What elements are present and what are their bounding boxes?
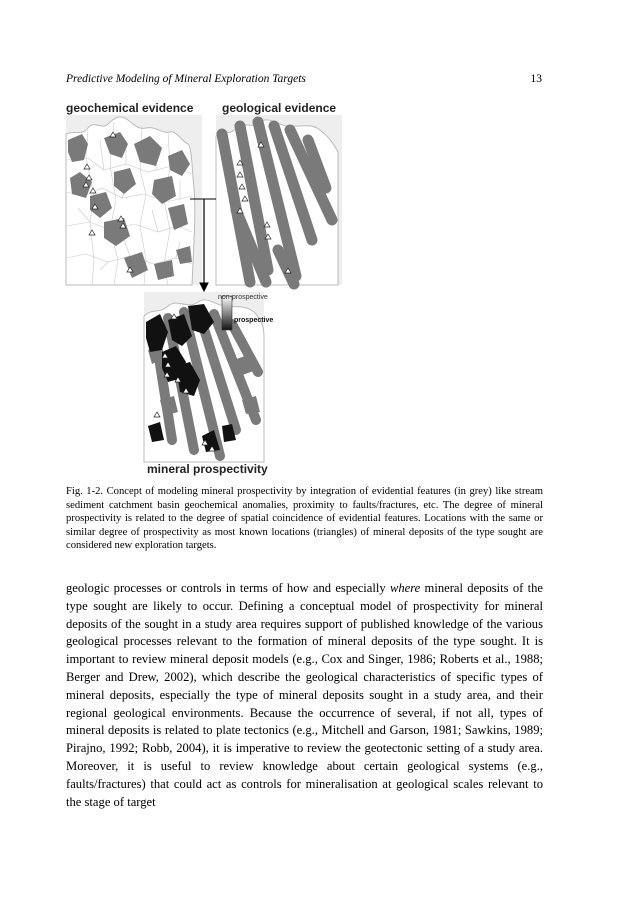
panel-label-geological: geological evidence — [222, 101, 337, 115]
legend-gradient-bar — [222, 296, 232, 330]
running-head-title: Predictive Modeling of Mineral Exploration Targets — [66, 73, 306, 85]
panel-label-geochemical: geochemical evidence — [66, 101, 194, 115]
body-text-start: geologic processes or controls in terms of how and especially — [66, 581, 390, 595]
figure-caption — [66, 485, 543, 553]
geological-evidence-map — [216, 115, 342, 285]
geochemical-evidence-map — [66, 115, 202, 285]
page-number: 13 — [530, 73, 542, 85]
caption-label: Fig. 1-2. — [66, 486, 104, 497]
body-text-rest: mineral deposits of the type sought are likely to occur. Defining a conceptual model of prospectivity for mineral deposits of the sought in a study area requires support of published knowledge of the various geological processes relevant to the formation of mineral deposits of the type sought. It is important to review mineral deposit models (e.g., Cox and Singer, 1986; Roberts et al., 1988; Berger and Drew, 2002), which describe the geological characteristics of specific types of mineral deposits, especially the type of mineral deposits sought in a study area, and their regional geological environments. Because the occurrence of several, if not all, types of mineral deposits is related to plate tectonics (e.g., Mitchell and Garson, 1981; Sawkins, 1989; Pirajno, 1992; Robb, 2004), it is imperative to review the geotectonic setting of a study area. Moreover, it is useful to review knowledge about certain geological systems (e.g., faults/fractures) that could act as controls for mineralisation at geological scales relevant to the stage of target — [66, 581, 543, 809]
body-emphasis-where: where — [389, 581, 421, 595]
caption-text: Concept of modeling mineral prospectivity by integration of evidential features (in grey) like stream sediment catchment basin geochemical anomalies, proximity to faults/fractures, etc. The degree of mineral prospectivity is related to the degree of spatial coincidence of evidential features. Locations with the same or similar degree of prospectivity as most known locations (triangles) of mineral deposits of the type sought are considered new exploration targets. — [66, 486, 543, 552]
legend-prospective-label: prospective — [234, 317, 274, 324]
legend-non-prospective-label: non-prospective — [218, 294, 268, 301]
figure-prospectivity-concept — [64, 100, 344, 478]
running-head — [66, 73, 542, 89]
panel-label-prospectivity: mineral prospectivity — [147, 462, 268, 476]
mineral-prospectivity-map — [144, 292, 273, 462]
body-paragraph — [66, 580, 543, 811]
